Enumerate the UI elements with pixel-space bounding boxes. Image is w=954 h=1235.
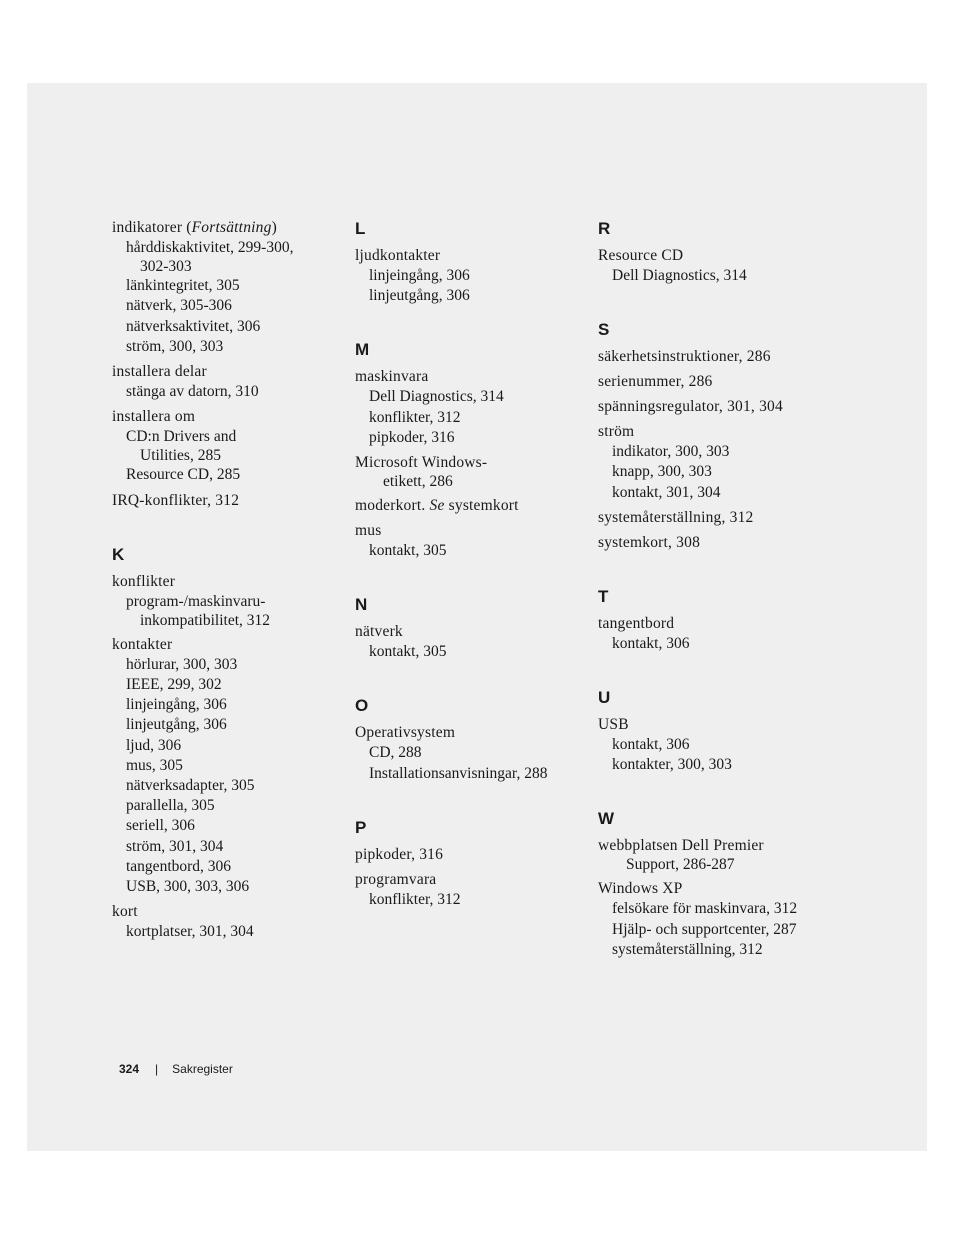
page-footer	[119, 1062, 233, 1076]
subentry: CD, 288	[369, 744, 422, 762]
index-entry: Resource CD	[598, 247, 684, 264]
section-letter-s: S	[598, 320, 610, 340]
index-entry-moderkort	[355, 496, 585, 516]
subentry: nätverksadapter, 305	[126, 777, 255, 795]
subentry: stänga av datorn, 310	[126, 383, 259, 401]
subentry: kontakt, 306	[612, 736, 690, 754]
subentry-continuation: 302-303	[140, 258, 192, 276]
subentry: linjeingång, 306	[369, 267, 470, 284]
index-entry: konflikter	[112, 572, 176, 590]
subentry: kortplatser, 301, 304	[126, 923, 254, 941]
subentry: Resource CD, 285	[126, 466, 241, 484]
subentry: systemåterställning, 312	[612, 940, 763, 958]
subentry: hårddiskaktivitet, 299-300,	[126, 239, 294, 256]
index-entry: Windows XP	[598, 880, 683, 898]
section-letter-t: T	[598, 586, 609, 606]
subentry: Installationsanvisningar, 288	[369, 764, 548, 782]
index-entry: USB	[598, 716, 629, 734]
subentry: seriell, 306	[126, 817, 195, 835]
section-letter-p: P	[355, 817, 367, 837]
subentry: felsökare för maskinvara, 312	[612, 900, 798, 918]
index-entry: maskinvara	[355, 368, 429, 386]
section-letter-k: K	[112, 544, 125, 564]
index-entry: systemkort, 308	[598, 533, 701, 551]
subentry: IEEE, 299, 302	[126, 676, 222, 694]
index-column-1	[112, 218, 342, 942]
index-entry: nätverk	[355, 623, 403, 641]
index-entry: ljudkontakter	[355, 247, 441, 264]
continuation-label: Fortsättning	[191, 219, 272, 236]
entry-text: systemkort	[444, 497, 519, 515]
subentry: Hjälp- och supportcenter, 287	[612, 920, 797, 938]
index-entry: systemåterställning, 312	[598, 508, 754, 526]
see-reference: Se	[429, 497, 445, 515]
index-entry: kontakter	[112, 635, 173, 653]
subentry: linjeingång, 306	[126, 696, 227, 714]
index-entry: Operativsystem	[355, 724, 456, 742]
subentry: kontakt, 305	[369, 643, 447, 661]
subentry: konflikter, 312	[369, 408, 461, 426]
page-number: 324	[119, 1062, 140, 1076]
index-entry: Microsoft Windows-	[355, 454, 488, 472]
subentry: Dell Diagnostics, 314	[369, 388, 504, 406]
index-column-2	[355, 218, 585, 910]
index-entry: mus	[355, 522, 382, 540]
subentry: hörlurar, 300, 303	[126, 655, 238, 673]
subentry: knapp, 300, 303	[612, 463, 712, 481]
entry-continuation: etikett, 286	[383, 473, 453, 491]
index-entry: installera delar	[112, 363, 207, 381]
index-entry: ström	[598, 423, 635, 441]
subentry: ström, 301, 304	[126, 837, 224, 855]
index-entry: installera om	[112, 408, 196, 426]
subentry: linjeutgång, 306	[369, 287, 470, 305]
subentry: indikator, 300, 303	[612, 443, 730, 461]
subentry: tangentbord, 306	[126, 857, 232, 875]
subentry: Dell Diagnostics, 314	[612, 267, 747, 284]
index-entry: säkerhetsinstruktioner, 286	[598, 348, 771, 366]
index-entry: spänningsregulator, 301, 304	[598, 398, 783, 416]
subentry: pipkoder, 316	[369, 428, 455, 446]
section-letter-u: U	[598, 688, 611, 708]
index-entry: serienummer, 286	[598, 373, 713, 391]
section-letter-w: W	[598, 809, 615, 829]
footer-section-title: Sakregister	[172, 1062, 233, 1076]
entry-continuation: Support, 286-287	[626, 856, 735, 874]
index-entry-indikatorer	[112, 218, 342, 238]
subentry: USB, 300, 303, 306	[126, 878, 250, 896]
section-letter-o: O	[355, 696, 369, 716]
subentry: nätverksaktivitet, 306	[126, 317, 261, 335]
subentry: CD:n Drivers and	[126, 428, 237, 446]
subentry: program-/maskinvaru-	[126, 592, 266, 610]
footer-separator: |	[155, 1062, 159, 1076]
section-letter-r: R	[598, 219, 611, 238]
subentry: kontakt, 306	[612, 634, 690, 652]
subentry: länkintegritet, 305	[126, 277, 240, 295]
index-entry: tangentbord	[598, 614, 675, 632]
subentry: kontakt, 305	[369, 542, 447, 560]
subentry: linjeutgång, 306	[126, 716, 227, 734]
index-entry: webbplatsen Dell Premier	[598, 837, 764, 855]
subentry: kontakt, 301, 304	[612, 483, 721, 501]
index-column-3	[598, 218, 838, 960]
index-entry: programvara	[355, 870, 437, 888]
subentry: nätverk, 305-306	[126, 297, 232, 315]
subentry: konflikter, 312	[369, 890, 461, 908]
section-letter-n: N	[355, 595, 368, 615]
subentry: ljud, 306	[126, 736, 182, 754]
index-entry: pipkoder, 316	[355, 845, 444, 863]
subentry: mus, 305	[126, 756, 183, 774]
subentry: parallella, 305	[126, 797, 215, 815]
entry-text: indikatorer (	[112, 219, 192, 236]
section-letter-m: M	[355, 340, 370, 360]
index-entry: IRQ-konflikter, 312	[112, 491, 240, 509]
subentry-continuation: Utilities, 285	[140, 447, 221, 465]
subentry: kontakter, 300, 303	[612, 756, 732, 774]
subentry: ström, 300, 303	[126, 337, 224, 355]
entry-text: moderkort.	[355, 497, 430, 515]
entry-text: )	[271, 219, 277, 236]
subentry-continuation: inkompatibilitet, 312	[140, 611, 271, 629]
index-entry: kort	[112, 903, 138, 921]
section-letter-l: L	[355, 219, 366, 238]
